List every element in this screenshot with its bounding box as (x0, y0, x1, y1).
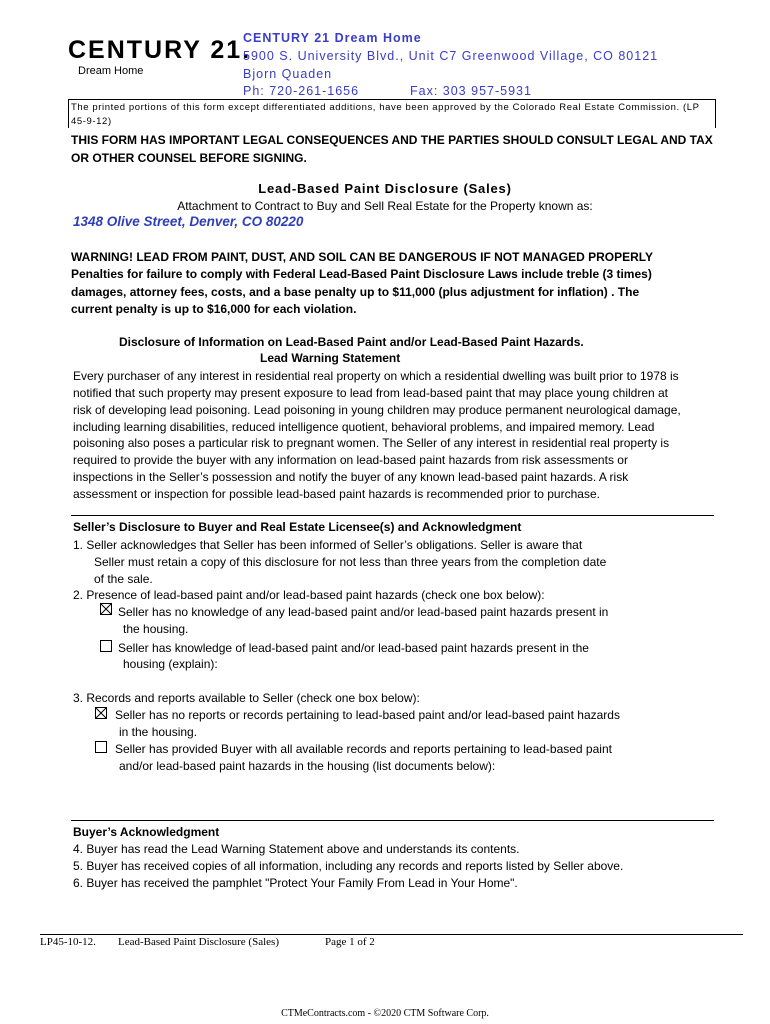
buyer-acknowledgment-heading: Buyer’s Acknowledgment (73, 825, 220, 839)
seller-item-1: 1. Seller acknowledges that Seller has been informed of Seller’s obligations. Seller is aware that (73, 538, 583, 552)
option-no-knowledge-cont: the housing. (123, 622, 189, 636)
option-has-knowledge-cont: housing (explain): (123, 657, 218, 671)
seller-item-3: 3. Records and reports available to Seller (check one box below): (73, 691, 420, 705)
penalty-line: Penalties for failure to comply with Federal Lead-Based Paint Disclosure Laws include treble (3 times) (71, 267, 652, 281)
option-has-knowledge: Seller has knowledge of lead-based paint and/or lead-based paint hazards present in the (118, 641, 589, 655)
section-divider (71, 515, 714, 516)
seller-disclosure-heading: Seller’s Disclosure to Buyer and Real Estate Licensee(s) and Acknowledgment (73, 520, 522, 534)
seller-item-1-cont: of the sale. (94, 572, 153, 586)
footer-divider (40, 934, 743, 935)
buyer-item-4: 4. Buyer has read the Lead Warning Statement above and understands its contents. (73, 842, 520, 856)
checked-box-icon (100, 603, 112, 615)
lead-warning-headline: WARNING! LEAD FROM PAINT, DUST, AND SOIL CAN BE DANGEROUS IF NOT MANAGED PROPERLY (71, 250, 654, 264)
logo-subtitle: Dream Home (78, 65, 144, 77)
unchecked-box-icon (95, 741, 107, 753)
penalty-line: damages, attorney fees, costs, and a base penalty up to $11,000 (plus adjustment for inflation) . The (71, 285, 640, 299)
paragraph-line: inspections in the Seller’s possession and notify the buyer of any known lead-based paint hazards. A risk (73, 470, 629, 484)
century21-logo: CENTURY 21. (68, 36, 252, 64)
footer-copyright: CTMeContracts.com - ©2020 CTM Software Corp. (281, 1008, 489, 1019)
section-divider (71, 820, 714, 821)
option-no-knowledge: Seller has no knowledge of any lead-based paint and/or lead-based paint hazards present in (118, 605, 609, 619)
paragraph-line: notified that such property may present exposure to lead from lead-based paint that may place young children at (73, 386, 669, 400)
approval-notice: The printed portions of this form except differentiated additions, have been approved by the Colorado Real Estate Commission. (LP 45-9-12) (71, 102, 700, 127)
unchecked-box-icon (100, 640, 112, 652)
buyer-item-5: 5. Buyer has received copies of all information, including any records and reports listed by Seller above. (73, 859, 624, 873)
paragraph-line: risk of developing lead poisoning. Lead poisoning in young children may produce permanent neurological damage, (73, 403, 681, 417)
form-title: Lead-Based Paint Disclosure (Sales) (258, 181, 512, 196)
brokerage-address: 5900 S. University Blvd., Unit C7 Greenwood Village, CO 80121 (243, 49, 659, 63)
checkbox-no-reports[interactable] (95, 706, 107, 718)
paragraph-line: assessment or inspection for possible lead-based paint hazards is recommended prior to purchase. (73, 487, 600, 501)
lead-warning-statement-heading: Lead Warning Statement (260, 351, 401, 365)
agent-phone: Ph: 720-261-1656 (243, 84, 360, 98)
option-no-reports: Seller has no reports or records pertaining to lead-based paint and/or lead-based paint hazards (115, 708, 620, 722)
option-no-reports-cont: in the housing. (119, 725, 198, 739)
legal-warning: THIS FORM HAS IMPORTANT LEGAL CONSEQUENCES AND THE PARTIES SHOULD CONSULT LEGAL AND TAX OR OTHER COUNSEL BEFORE SIGNING. (71, 133, 713, 165)
brokerage-name: CENTURY 21 Dream Home (243, 31, 422, 45)
checkbox-no-knowledge[interactable] (100, 602, 112, 614)
paragraph-line: poisoning also poses a particular risk to pregnant women. The Seller of any interest in residential real property is (73, 436, 670, 450)
seller-item-2: 2. Presence of lead-based paint and/or lead-based paint hazards (check one box below): (73, 588, 545, 602)
property-address-field[interactable]: 1348 Olive Street, Denver, CO 80220 (73, 214, 304, 229)
checkbox-provided-reports[interactable] (95, 740, 107, 752)
paragraph-line: required to provide the buyer with any information on lead-based paint hazards from risk assessments or (73, 453, 628, 467)
paragraph-line: Every purchaser of any interest in residential real property on which a residential dwelling was built prior to 1978 is (73, 369, 679, 383)
agent-name: Bjorn Quaden (243, 67, 333, 81)
option-provided-reports-cont: and/or lead-based paint hazards in the housing (list documents below): (119, 759, 496, 773)
checkbox-has-knowledge[interactable] (100, 639, 112, 651)
disclosure-heading: Disclosure of Information on Lead-Based Paint and/or Lead-Based Paint Hazards. (119, 335, 584, 349)
option-provided-reports: Seller has provided Buyer with all available records and reports pertaining to lead-based paint (115, 742, 612, 756)
paragraph-line: including learning disabilities, reduced intelligence quotient, behavioral problems, and impaired memory. Lead (73, 420, 655, 434)
agent-fax: Fax: 303 957-5931 (410, 84, 532, 98)
checked-box-icon (95, 707, 107, 719)
footer-page-number: Page 1 of 2 (325, 936, 375, 948)
buyer-item-6: 6. Buyer has received the pamphlet "Protect Your Family From Lead in Your Home". (73, 876, 518, 890)
footer-form-name: Lead-Based Paint Disclosure (Sales) (118, 936, 279, 948)
seller-item-1-cont: Seller must retain a copy of this disclosure for not less than three years from the completion date (94, 555, 607, 569)
footer-form-id: LP45-10-12. (40, 936, 96, 948)
penalty-line: current penalty is up to $16,000 for each violation. (71, 302, 357, 316)
attachment-line: Attachment to Contract to Buy and Sell Real Estate for the Property known as: (177, 199, 593, 213)
